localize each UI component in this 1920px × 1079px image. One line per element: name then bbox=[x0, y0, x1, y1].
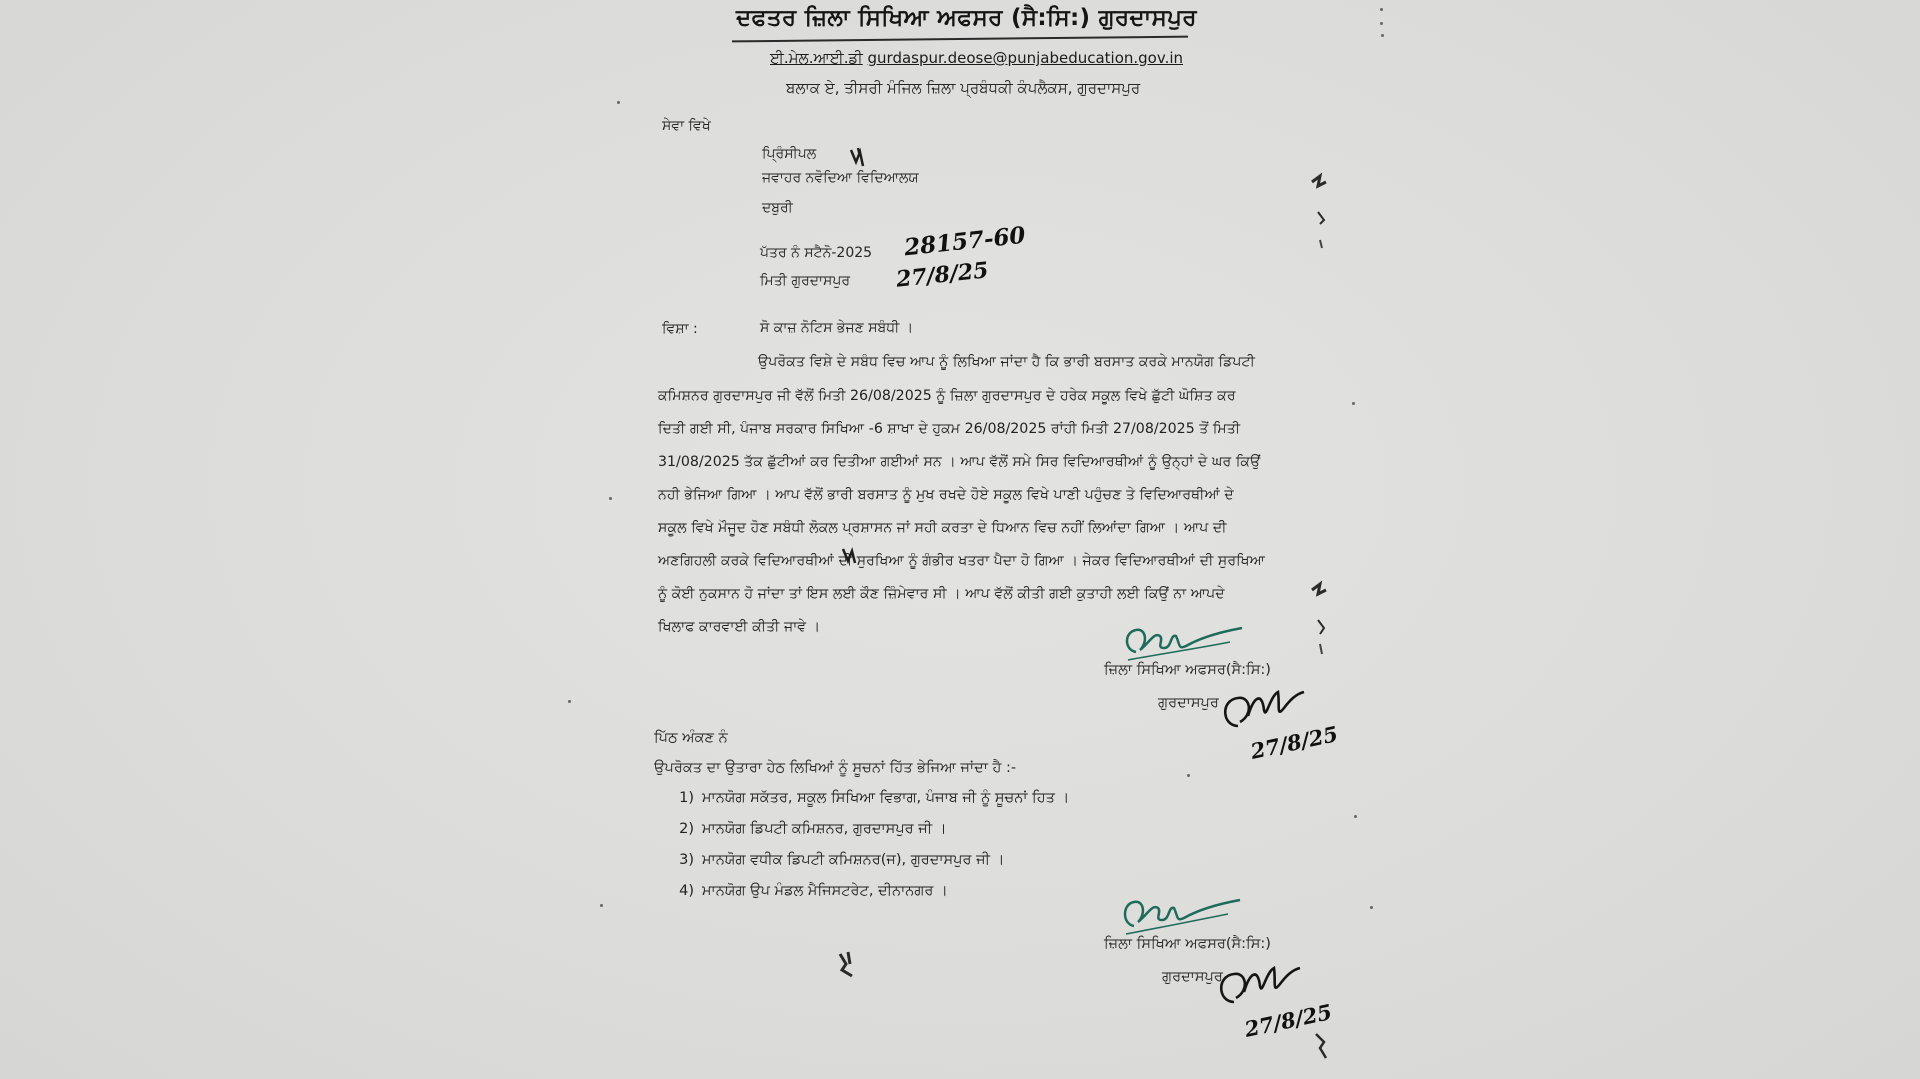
copy-recipient-text: ਮਾਨਯੋਗ ਵਧੀਕ ਡਿਪਟੀ ਕਮਿਸ਼ਨਰ(ਜ), ਗੁਰਦਾਸਪੁਰ ਜੀ । bbox=[702, 852, 1005, 868]
recipient-salutation: ਸੇਵਾ ਵਿਖੇ bbox=[662, 118, 711, 134]
copy-recipient-item bbox=[670, 790, 1069, 806]
copy-recipient-number: 4) bbox=[679, 883, 694, 899]
scan-speck bbox=[1381, 34, 1384, 37]
recipient-line-1: ਪ੍ਰਿੰਸੀਪਲ bbox=[762, 146, 817, 162]
copy-recipient-text: ਮਾਨਯੋਗ ਉਪ ਮੰਡਲ ਮੈਜਿਸਟਰੇਟ, ਦੀਨਾਨਗਰ । bbox=[702, 883, 948, 899]
copy-recipient-number: 2) bbox=[679, 821, 694, 837]
scan-speck bbox=[1370, 906, 1373, 909]
scan-speck bbox=[568, 700, 571, 703]
signatory-title: ਜ਼ਿਲਾ ਸਿਖਿਆ ਅਫਸਰ(ਸੈ:ਸਿ:) bbox=[1104, 936, 1271, 952]
ink-tick-mark bbox=[848, 146, 870, 172]
copy-recipient-item bbox=[670, 821, 947, 837]
scan-speck bbox=[1354, 815, 1357, 818]
endorsement-number-label: ਪਿੱਠ ਅੰਕਣ ਨੰ bbox=[654, 730, 728, 746]
scan-speck bbox=[1380, 22, 1383, 25]
scan-speck bbox=[1352, 402, 1355, 405]
recipient-line-2: ਜਵਾਹਰ ਨਵੋਦਿਆ ਵਿਦਿਆਲਯ bbox=[762, 170, 919, 186]
copy-recipient-item bbox=[670, 852, 1004, 868]
letterhead-address: ਬਲਾਕ ਏ, ਤੀਸਰੀ ਮੰਜਿਲ ਜ਼ਿਲਾ ਪ੍ਰਬੰਧਕੀ ਕੰਪਲੈਕਸ, ਗੁਰਦਾਸਪੁਰ bbox=[786, 79, 1141, 97]
scan-speck bbox=[617, 101, 620, 104]
signature-date-handwritten: 27/8/25 bbox=[1248, 721, 1341, 764]
subject-text: ਸੋ ਕਾਜ਼ ਨੋਟਿਸ ਭੇਜਣ ਸਬੰਧੀ । bbox=[760, 320, 914, 336]
signatory-title: ਜ਼ਿਲਾ ਸਿਖਿਆ ਅਫਸਰ(ਸੈ:ਸਿ:) bbox=[1104, 662, 1271, 678]
subject-label: ਵਿਸ਼ਾ : bbox=[662, 321, 698, 337]
copy-recipient-number: 3) bbox=[679, 852, 694, 868]
body-line: ਨੂੰ ਕੋਈ ਨੁਕਸਾਨ ਹੋ ਜਾਂਦਾ ਤਾਂ ਇਸ ਲਈ ਕੌਣ ਜ਼ਿੰਮੇਵਾਰ ਸੀ । ਆਪ ਵੱਲੋਂ ਕੀਤੀ ਗਈ ਕੁਤਾਹੀ ਲਈ ਕਿਉਂ ਨਾ ਆਪਦੇ bbox=[658, 586, 1225, 602]
copy-recipient-text: ਮਾਨਯੋਗ ਸਕੱਤਰ, ਸਕੂਲ ਸਿਖਿਆ ਵਿਭਾਗ, ਪੰਜਾਬ ਜੀ ਨੂੰ ਸੂਚਨਾਂ ਹਿਤ । bbox=[702, 790, 1070, 806]
endorsement-intro: ਉਪਰੋਕਤ ਦਾ ਉਤਾਰਾ ਹੇਠ ਲਿਖਿਆਂ ਨੂੰ ਸੂਚਨਾਂ ਹਿੱਤ ਭੇਜਿਆ ਜਾਂਦਾ ਹੈ :- bbox=[654, 760, 1017, 776]
scan-speck bbox=[600, 904, 603, 907]
letter-number-label: ਪੱਤਰ ਨੰ ਸਟੈਨੋ-2025 bbox=[760, 245, 873, 261]
body-line: ਨਹੀ ਭੇਜਿਆ ਗਿਆ । ਆਪ ਵੱਲੋਂ ਭਾਰੀ ਬਰਸਾਤ ਨੂੰ ਮੁਖ ਰਖਦੇ ਹੋਏ ਸਕੂਲ ਵਿਖੇ ਪਾਣੀ ਪਹੁੰਚਣ ਤੇ ਵਿਦਿਆਰਥੀਆਂ ਦੇ bbox=[658, 487, 1234, 503]
scan-speck bbox=[609, 497, 612, 500]
ink-tick-mark bbox=[840, 545, 860, 569]
letterhead-email-line bbox=[770, 49, 1183, 67]
signatory-place: ਗੁਰਦਾਸਪੁਰ bbox=[1158, 695, 1219, 711]
letter-document bbox=[640, 0, 1340, 1079]
body-line: ਅਣਗਿਹਲੀ ਕਰਕੇ ਵਿਦਿਆਰਥੀਆਂ ਦੀ ਸੁਰਖਿਆ ਨੂੰ ਗੰਭੀਰ ਖਤਰਾ ਪੈਦਾ ਹੋ ਗਿਆ । ਜੇਕਰ ਵਿਦਿਆਰਥੀਆਂ ਦੀ ਸੁਰਖਿਆ bbox=[658, 553, 1266, 569]
email-label: ਈ.ਮੇਲ.ਆਈ.ਡੀ bbox=[770, 49, 863, 67]
body-line: ਸਕੂਲ ਵਿਖੇ ਮੌਜੂਦ ਹੋਣ ਸਬੰਧੀ ਲੋਕਲ ਪ੍ਰਸ਼ਾਸਨ ਜਾਂ ਸਹੀ ਕਰਤਾ ਦੇ ਧਿਆਨ ਵਿਚ ਨਹੀਂ ਲਿਆਂਦਾ ਗਿਆ । ਆਪ ਦੀ bbox=[658, 520, 1227, 536]
letterhead-underline bbox=[732, 36, 1188, 43]
officer-signature-green bbox=[1118, 892, 1248, 942]
signatory-place: ਗੁਰਦਾਸਪੁਰ bbox=[1162, 969, 1223, 985]
letterhead-title: ਦਫਤਰ ਜ਼ਿਲਾ ਸਿਖਿਆ ਅਫਸਰ (ਸੈ:ਸਿ:) ਗੁਰਦਾਸਪੁਰ bbox=[736, 5, 1197, 31]
email-address: gurdaspur.deose@punjabeducation.gov.in bbox=[867, 49, 1184, 67]
copy-recipient-number: 1) bbox=[679, 790, 694, 806]
body-line: ਕਮਿਸ਼ਨਰ ਗੁਰਦਾਸਪੁਰ ਜੀ ਵੱਲੋਂ ਮਿਤੀ 26/08/2025 ਨੂੰ ਜ਼ਿਲਾ ਗੁਰਦਾਸਪੁਰ ਦੇ ਹਰੇਕ ਸਕੂਲ ਵਿਖੇ ਛੁੱਟੀ ਘੋਸ਼ਿਤ ਕਰ bbox=[658, 388, 1236, 404]
copy-recipient-item bbox=[670, 883, 948, 899]
body-line: ਦਿਤੀ ਗਈ ਸੀ, ਪੰਜਾਬ ਸਰਕਾਰ ਸਿਖਿਆ -6 ਸ਼ਾਖਾ ਦੇ ਹੁਕਮ 26/08/2025 ਰਾਂਹੀ ਮਿਤੀ 27/08/2025 ਤੋਂ ਮਿਤੀ bbox=[658, 421, 1241, 437]
body-line: ਉਪਰੋਕਤ ਵਿਸ਼ੇ ਦੇ ਸਬੰਧ ਵਿਚ ਆਪ ਨੂੰ ਲਿਖਿਆ ਜਾਂਦਾ ਹੈ ਕਿ ਭਾਰੀ ਬਰਸਾਤ ਕਰਕੇ ਮਾਨਯੋਗ ਡਿਪਟੀ bbox=[758, 354, 1255, 370]
letter-date-handwritten: 27/8/25 bbox=[894, 257, 990, 293]
body-line: ਖਿਲਾਫ ਕਾਰਵਾਈ ਕੀਤੀ ਜਾਵੇ । bbox=[658, 619, 821, 635]
signature-date-handwritten: 27/8/25 bbox=[1242, 999, 1335, 1042]
letter-number-handwritten: 28157-60 bbox=[902, 221, 1027, 262]
copy-recipient-text: ਮਾਨਯੋਗ ਡਿਪਟੀ ਕਮਿਸ਼ਨਰ, ਗੁਰਦਾਸਪੁਰ ਜੀ । bbox=[702, 821, 947, 837]
recipient-line-3: ਦਬੁਰੀ bbox=[762, 200, 793, 216]
scan-speck bbox=[1380, 8, 1383, 11]
body-line: 31/08/2025 ਤੱਕ ਛੁੱਟੀਆਂ ਕਰ ਦਿਤੀਆ ਗਈਆਂ ਸਨ । ਆਪ ਵੱਲੋਂ ਸਮੇ ਸਿਰ ਵਿਦਿਆਰਥੀਆਂ ਨੂੰ ਉਨ੍ਹਾਂ ਦੇ ਘਰ ਕਿਉਂ bbox=[658, 454, 1261, 470]
letter-date-label: ਮਿਤੀ ਗੁਰਦਾਸਪੁਰ bbox=[760, 273, 851, 289]
